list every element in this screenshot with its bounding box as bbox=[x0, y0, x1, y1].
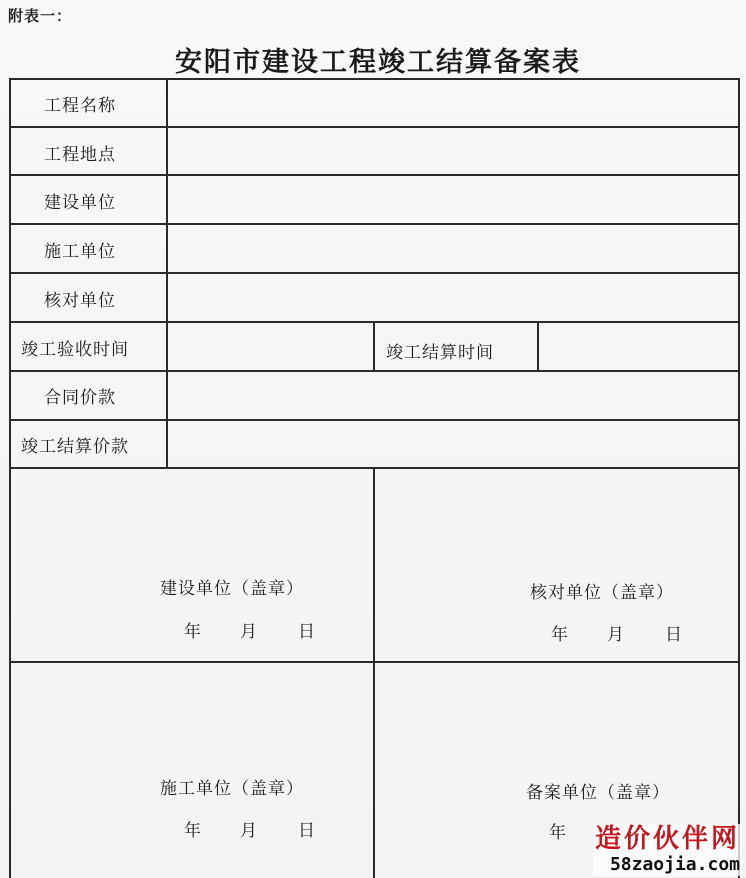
verification-unit-field[interactable] bbox=[170, 280, 734, 314]
row-divider bbox=[9, 419, 739, 421]
project-location-field[interactable] bbox=[170, 133, 734, 167]
construction-unit-seal-label: 建设单位（盖章） bbox=[160, 579, 304, 599]
project-name-field[interactable] bbox=[170, 85, 734, 119]
contractor-unit-date bbox=[184, 816, 315, 841]
contractor-unit-field[interactable] bbox=[170, 231, 734, 265]
year-label: 年 bbox=[551, 625, 568, 645]
verification-unit-seal-label: 核对单位（盖章） bbox=[530, 583, 674, 603]
contract-price-label: 合同价款 bbox=[44, 388, 116, 408]
watermark-url-domain: zaojia.com bbox=[631, 854, 740, 875]
construction-unit-date bbox=[184, 617, 315, 642]
watermark-text: 造价伙伴网 bbox=[594, 824, 740, 854]
row-divider bbox=[9, 126, 739, 128]
table-border-left bbox=[9, 78, 11, 878]
row-divider bbox=[9, 174, 739, 176]
day-label: 日 bbox=[665, 625, 682, 645]
contract-price-field[interactable] bbox=[170, 377, 734, 411]
site-watermark bbox=[593, 824, 742, 876]
time-column-divider bbox=[373, 321, 375, 370]
acceptance-time-field[interactable] bbox=[170, 329, 370, 363]
settlement-time-field[interactable] bbox=[541, 329, 734, 363]
year-label: 年 bbox=[549, 823, 566, 843]
table-border-right bbox=[738, 78, 740, 878]
filing-unit-seal-label: 备案单位（盖章） bbox=[526, 783, 670, 803]
row-divider bbox=[9, 272, 739, 274]
construction-unit-label: 建设单位 bbox=[44, 193, 116, 213]
table-border-top bbox=[9, 78, 739, 80]
settlement-price-label: 竣工结算价款 bbox=[21, 437, 129, 457]
project-location-label: 工程地点 bbox=[44, 145, 116, 165]
document-title: 安阳市建设工程竣工结算备案表 bbox=[175, 47, 581, 78]
month-label: 月 bbox=[240, 622, 257, 642]
verification-unit-date bbox=[551, 620, 682, 645]
time-column-divider bbox=[537, 321, 539, 370]
contractor-unit-label: 施工单位 bbox=[44, 242, 116, 262]
day-label: 日 bbox=[298, 821, 315, 841]
month-label: 月 bbox=[607, 625, 624, 645]
project-name-label: 工程名称 bbox=[44, 96, 116, 116]
year-label: 年 bbox=[184, 821, 201, 841]
row-divider bbox=[9, 223, 739, 225]
watermark-url bbox=[593, 854, 742, 876]
verification-unit-label: 核对单位 bbox=[44, 291, 116, 311]
signature-column-divider bbox=[373, 467, 375, 878]
label-column-divider bbox=[166, 78, 168, 468]
settlement-price-field[interactable] bbox=[170, 426, 734, 460]
filing-unit-date bbox=[549, 818, 566, 843]
construction-unit-field[interactable] bbox=[170, 182, 734, 216]
contractor-unit-seal-label: 施工单位（盖章） bbox=[160, 779, 304, 799]
watermark-url-number: 58 bbox=[609, 854, 632, 875]
month-label: 月 bbox=[240, 821, 257, 841]
year-label: 年 bbox=[184, 622, 201, 642]
acceptance-time-label: 竣工验收时间 bbox=[21, 340, 129, 360]
attachment-label: 附表一： bbox=[8, 7, 73, 25]
settlement-time-label: 竣工结算时间 bbox=[386, 343, 494, 363]
day-label: 日 bbox=[298, 622, 315, 642]
row-divider bbox=[9, 370, 739, 372]
